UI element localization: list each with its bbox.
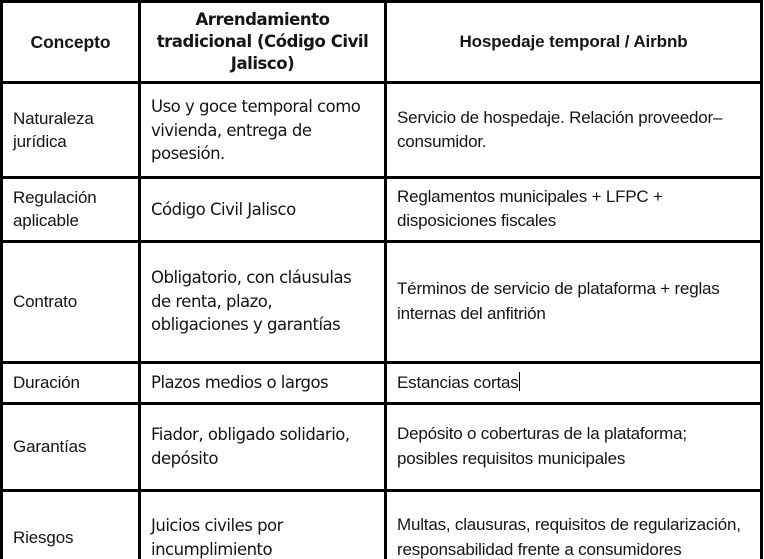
table-row: [2, 83, 762, 178]
cell-tradicional[interactable]: Uso y goce temporal como vivienda, entrega de posesión.: [140, 83, 386, 178]
table-header: [2, 2, 762, 83]
table-body: [2, 83, 762, 559]
cell-concepto[interactable]: Duración: [2, 362, 140, 403]
column-header-concepto[interactable]: Concepto: [2, 2, 140, 83]
cell-temporal[interactable]: Servicio de hospedaje. Relación proveedor–consumidor.: [386, 83, 762, 178]
cell-temporal[interactable]: Reglamentos municipales + LFPC + disposiciones fiscales: [386, 178, 762, 241]
table-header-row: [2, 2, 762, 83]
cell-concepto[interactable]: Naturaleza jurídica: [2, 83, 140, 178]
table-row: [2, 362, 762, 403]
table-row: [2, 241, 762, 362]
cell-temporal-text: Estancias cortas: [397, 372, 519, 392]
table-row: [2, 490, 762, 559]
cell-tradicional[interactable]: Código Civil Jalisco: [140, 178, 386, 241]
cell-tradicional[interactable]: Juicios civiles por incumplimiento: [140, 490, 386, 559]
cell-concepto[interactable]: Riesgos: [2, 490, 140, 559]
cell-tradicional[interactable]: Plazos medios o largos: [140, 362, 386, 403]
cell-concepto[interactable]: Garantías: [2, 403, 140, 490]
cell-concepto[interactable]: Contrato: [2, 241, 140, 362]
cell-temporal[interactable]: Multas, clausuras, requisitos de regularización, responsabilidad frente a consumidores: [386, 490, 762, 559]
cell-tradicional[interactable]: Obligatorio, con cláusulas de renta, plazo, obligaciones y garantías: [140, 241, 386, 362]
cell-temporal[interactable]: Depósito o coberturas de la plataforma; posibles requisitos municipales: [386, 403, 762, 490]
table-row: [2, 403, 762, 490]
column-header-hospedaje-temporal[interactable]: Hospedaje temporal / Airbnb: [386, 2, 762, 83]
cell-tradicional[interactable]: Fiador, obligado solidario, depósito: [140, 403, 386, 490]
cell-temporal-editing[interactable]: [386, 362, 762, 403]
text-cursor-caret: [519, 372, 521, 392]
cell-concepto[interactable]: Regulación aplicable: [2, 178, 140, 241]
table-row: [2, 178, 762, 241]
cell-temporal[interactable]: Términos de servicio de plataforma + reglas internas del anfitrión: [386, 241, 762, 362]
column-header-arrendamiento-tradicional[interactable]: Arrendamiento tradicional (Código Civil Jalisco): [140, 2, 386, 83]
